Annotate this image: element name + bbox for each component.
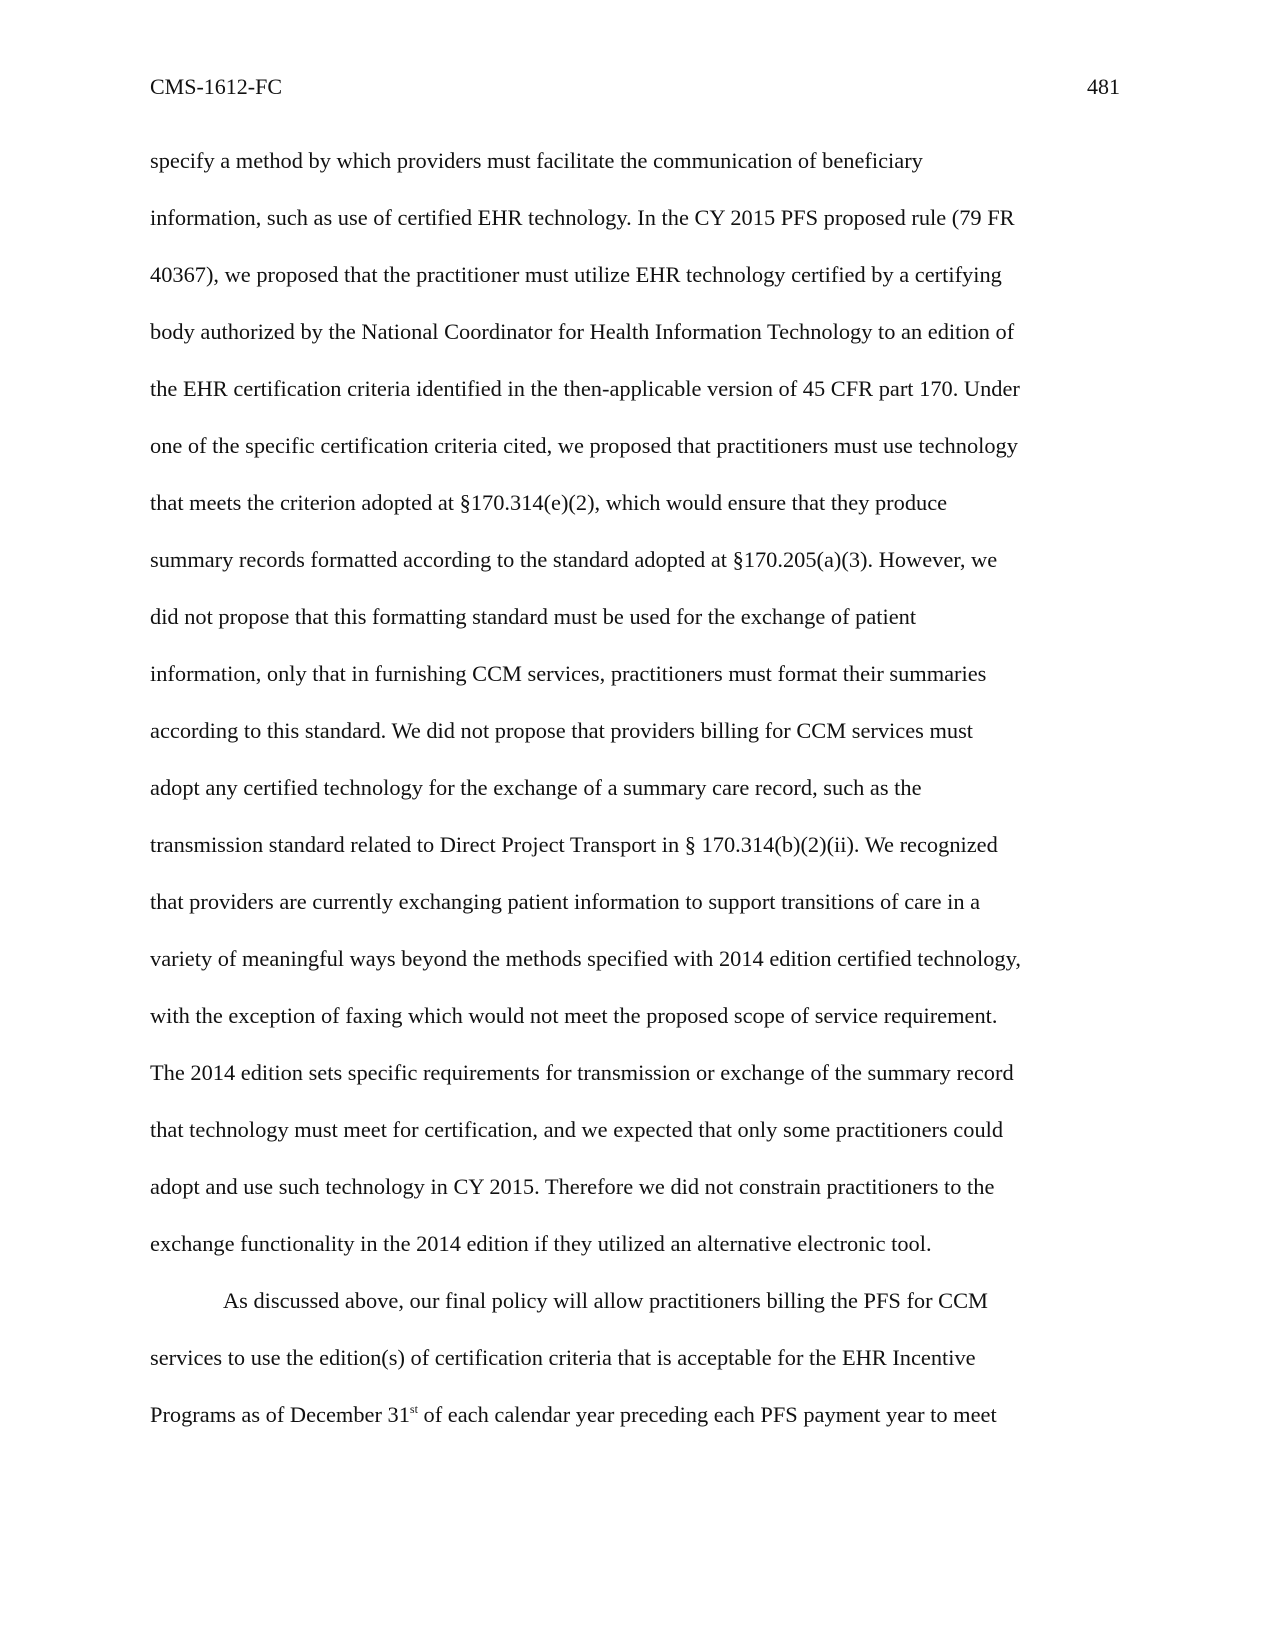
text-line: that providers are currently exchanging patient information to support transitions of care in a [150,889,981,914]
body-text [150,146,1130,1457]
text-line: summary records formatted according to the standard adopted at §170.205(a)(3). However, we [150,547,998,572]
text-line: body authorized by the National Coordinator for Health Information Technology to an edition of [150,319,1015,344]
text-line: the EHR certification criteria identified in the then-applicable version of 45 CFR part 170. Under [150,376,1020,401]
page-number: 481 [1087,74,1120,99]
ordinal-superscript: st [409,1402,418,1416]
paragraph-start-line: As discussed above, our final policy will allow practitioners billing the PFS for CCM [223,1288,988,1313]
text-line: did not propose that this formatting standard must be used for the exchange of patient [150,604,917,629]
text-line: specify a method by which providers must facilitate the communication of beneficiary [150,148,923,173]
text-line: services to use the edition(s) of certification criteria that is acceptable for the EHR Incentive [150,1345,976,1370]
text-line: with the exception of faxing which would not meet the proposed scope of service requirement. [150,1003,998,1028]
text-line: that meets the criterion adopted at §170.314(e)(2), which would ensure that they produce [150,490,948,515]
text-line: 40367), we proposed that the practitioner must utilize EHR technology certified by a certifying [150,262,1002,287]
text-line: information, only that in furnishing CCM services, practitioners must format their summaries [150,661,987,686]
text-line-with-superscript [150,1400,1130,1457]
text-line: The 2014 edition sets specific requirements for transmission or exchange of the summary record [150,1060,1014,1085]
text-line: transmission standard related to Direct Project Transport in § 170.314(b)(2)(ii). We recognized [150,832,998,857]
text-line: adopt and use such technology in CY 2015. Therefore we did not constrain practitioners to the [150,1174,995,1199]
text-segment: Programs as of December 31 [150,1402,410,1427]
text-line: information, such as use of certified EHR technology. In the CY 2015 PFS proposed rule (79 FR [150,205,1015,230]
text-line: one of the specific certification criteria cited, we proposed that practitioners must use technology [150,433,1018,458]
text-line: that technology must meet for certification, and we expected that only some practitioners could [150,1117,1004,1142]
text-line: variety of meaningful ways beyond the methods specified with 2014 edition certified technology, [150,946,1021,971]
document-id: CMS-1612-FC [150,74,283,99]
text-segment: of each calendar year preceding each PFS payment year to meet [417,1402,997,1427]
text-line: according to this standard. We did not propose that providers billing for CCM services must [150,718,973,743]
text-line: adopt any certified technology for the exchange of a summary care record, such as the [150,775,922,800]
text-line: exchange functionality in the 2014 edition if they utilized an alternative electronic tool. [150,1231,932,1256]
